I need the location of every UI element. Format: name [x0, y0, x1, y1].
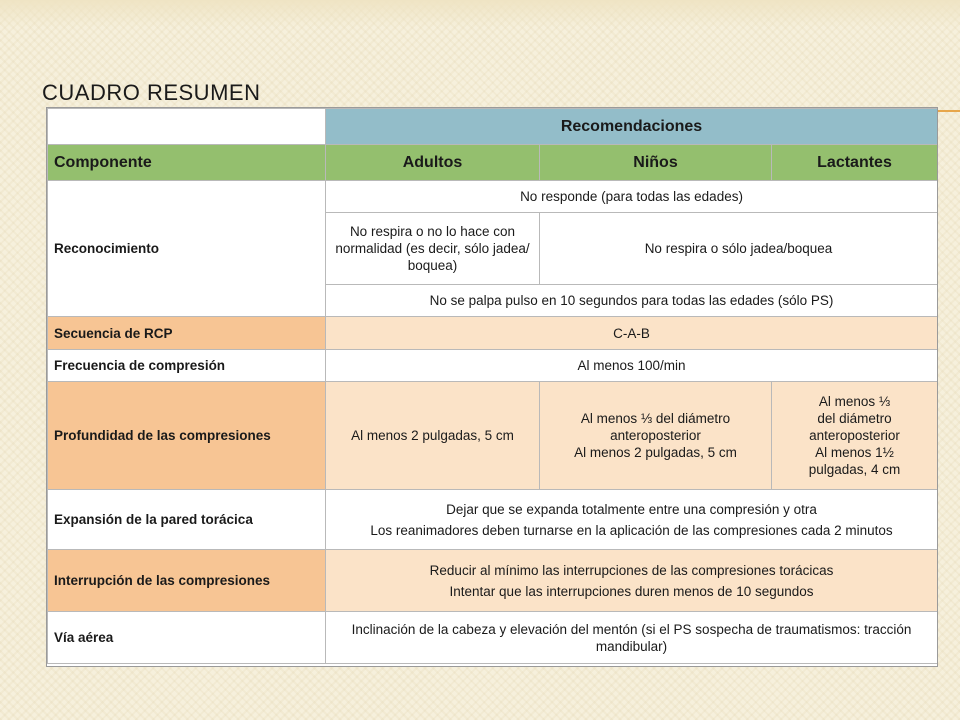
compression-depth-infants-line3: anteroposterior [809, 428, 900, 443]
compression-rate-value: Al menos 100/min [326, 350, 938, 382]
table-row [48, 382, 938, 490]
row-label-interruptions: Interrupción de las compresiones [48, 550, 326, 612]
recognition-unresponsive: No responde (para todas las edades) [326, 181, 938, 213]
compression-depth-infants-line4: Al menos 1½ [815, 445, 894, 460]
interruptions-line2: Intentar que las interrupciones duren menos de 10 segundos [449, 583, 814, 599]
header-children: Niños [540, 145, 772, 181]
compression-depth-infants-line5: pulgadas, 4 cm [808, 462, 901, 477]
table-row [48, 181, 938, 213]
table-row [48, 490, 938, 550]
compression-depth-children-line3: Al menos 2 pulgadas, 5 cm [574, 445, 737, 460]
summary-table-container [46, 107, 938, 667]
table-header-row-recommendations [48, 109, 938, 145]
row-label-compression-depth: Profundidad de las compresiones [48, 382, 326, 490]
interruptions-line1: Reducir al mínimo las interrupciones de las compresiones torácicas [429, 562, 834, 578]
table-row [48, 550, 938, 612]
table-row [48, 350, 938, 382]
row-label-chest-recoil: Expansión de la pared torácica [48, 490, 326, 550]
header-corner-cell [48, 109, 326, 145]
chest-recoil-line1: Dejar que se expanda totalmente entre una compresión y otra [446, 501, 817, 517]
row-label-airway: Vía aérea [48, 612, 326, 664]
compression-depth-children-line2: anteroposterior [610, 428, 701, 443]
row-label-cpr-sequence: Secuencia de RCP [48, 317, 326, 350]
row-label-compression-rate: Frecuencia de compresión [48, 350, 326, 382]
compression-depth-children [540, 382, 772, 490]
recognition-breathing-adults: No respira o no lo hace con normalidad (es decir, sólo jadea/ boquea) [326, 213, 540, 285]
compression-depth-infants [772, 382, 938, 490]
airway-value: Inclinación de la cabeza y elevación del mentón (si el PS sospecha de traumatismos: tracción mandibular) [326, 612, 938, 664]
slide-background-band [0, 0, 960, 28]
row-label-recognition: Reconocimiento [48, 181, 326, 317]
compression-depth-infants-line1: Al menos ⅓ [818, 394, 891, 409]
compression-depth-adults: Al menos 2 pulgadas, 5 cm [326, 382, 540, 490]
cpr-sequence-value: C-A-B [326, 317, 938, 350]
table-row [48, 317, 938, 350]
slide-title: CUADRO RESUMEN [42, 80, 261, 105]
chest-recoil-values [326, 490, 938, 550]
recognition-breathing-children-infants: No respira o sólo jadea/boquea [540, 213, 938, 285]
header-adults: Adultos [326, 145, 540, 181]
table-header-row-columns [48, 145, 938, 181]
header-recommendations: Recomendaciones [326, 109, 938, 145]
summary-table [47, 108, 938, 664]
interruptions-values [326, 550, 938, 612]
header-component: Componente [48, 145, 326, 181]
table-row [48, 612, 938, 664]
recognition-pulse: No se palpa pulso en 10 segundos para todas las edades (sólo PS) [326, 285, 938, 317]
chest-recoil-line2: Los reanimadores deben turnarse en la aplicación de las compresiones cada 2 minutos [370, 522, 893, 538]
compression-depth-children-line1: Al menos ⅓ del diámetro [580, 411, 731, 426]
compression-depth-infants-line2: del diámetro [817, 411, 892, 426]
header-infants: Lactantes [772, 145, 938, 181]
